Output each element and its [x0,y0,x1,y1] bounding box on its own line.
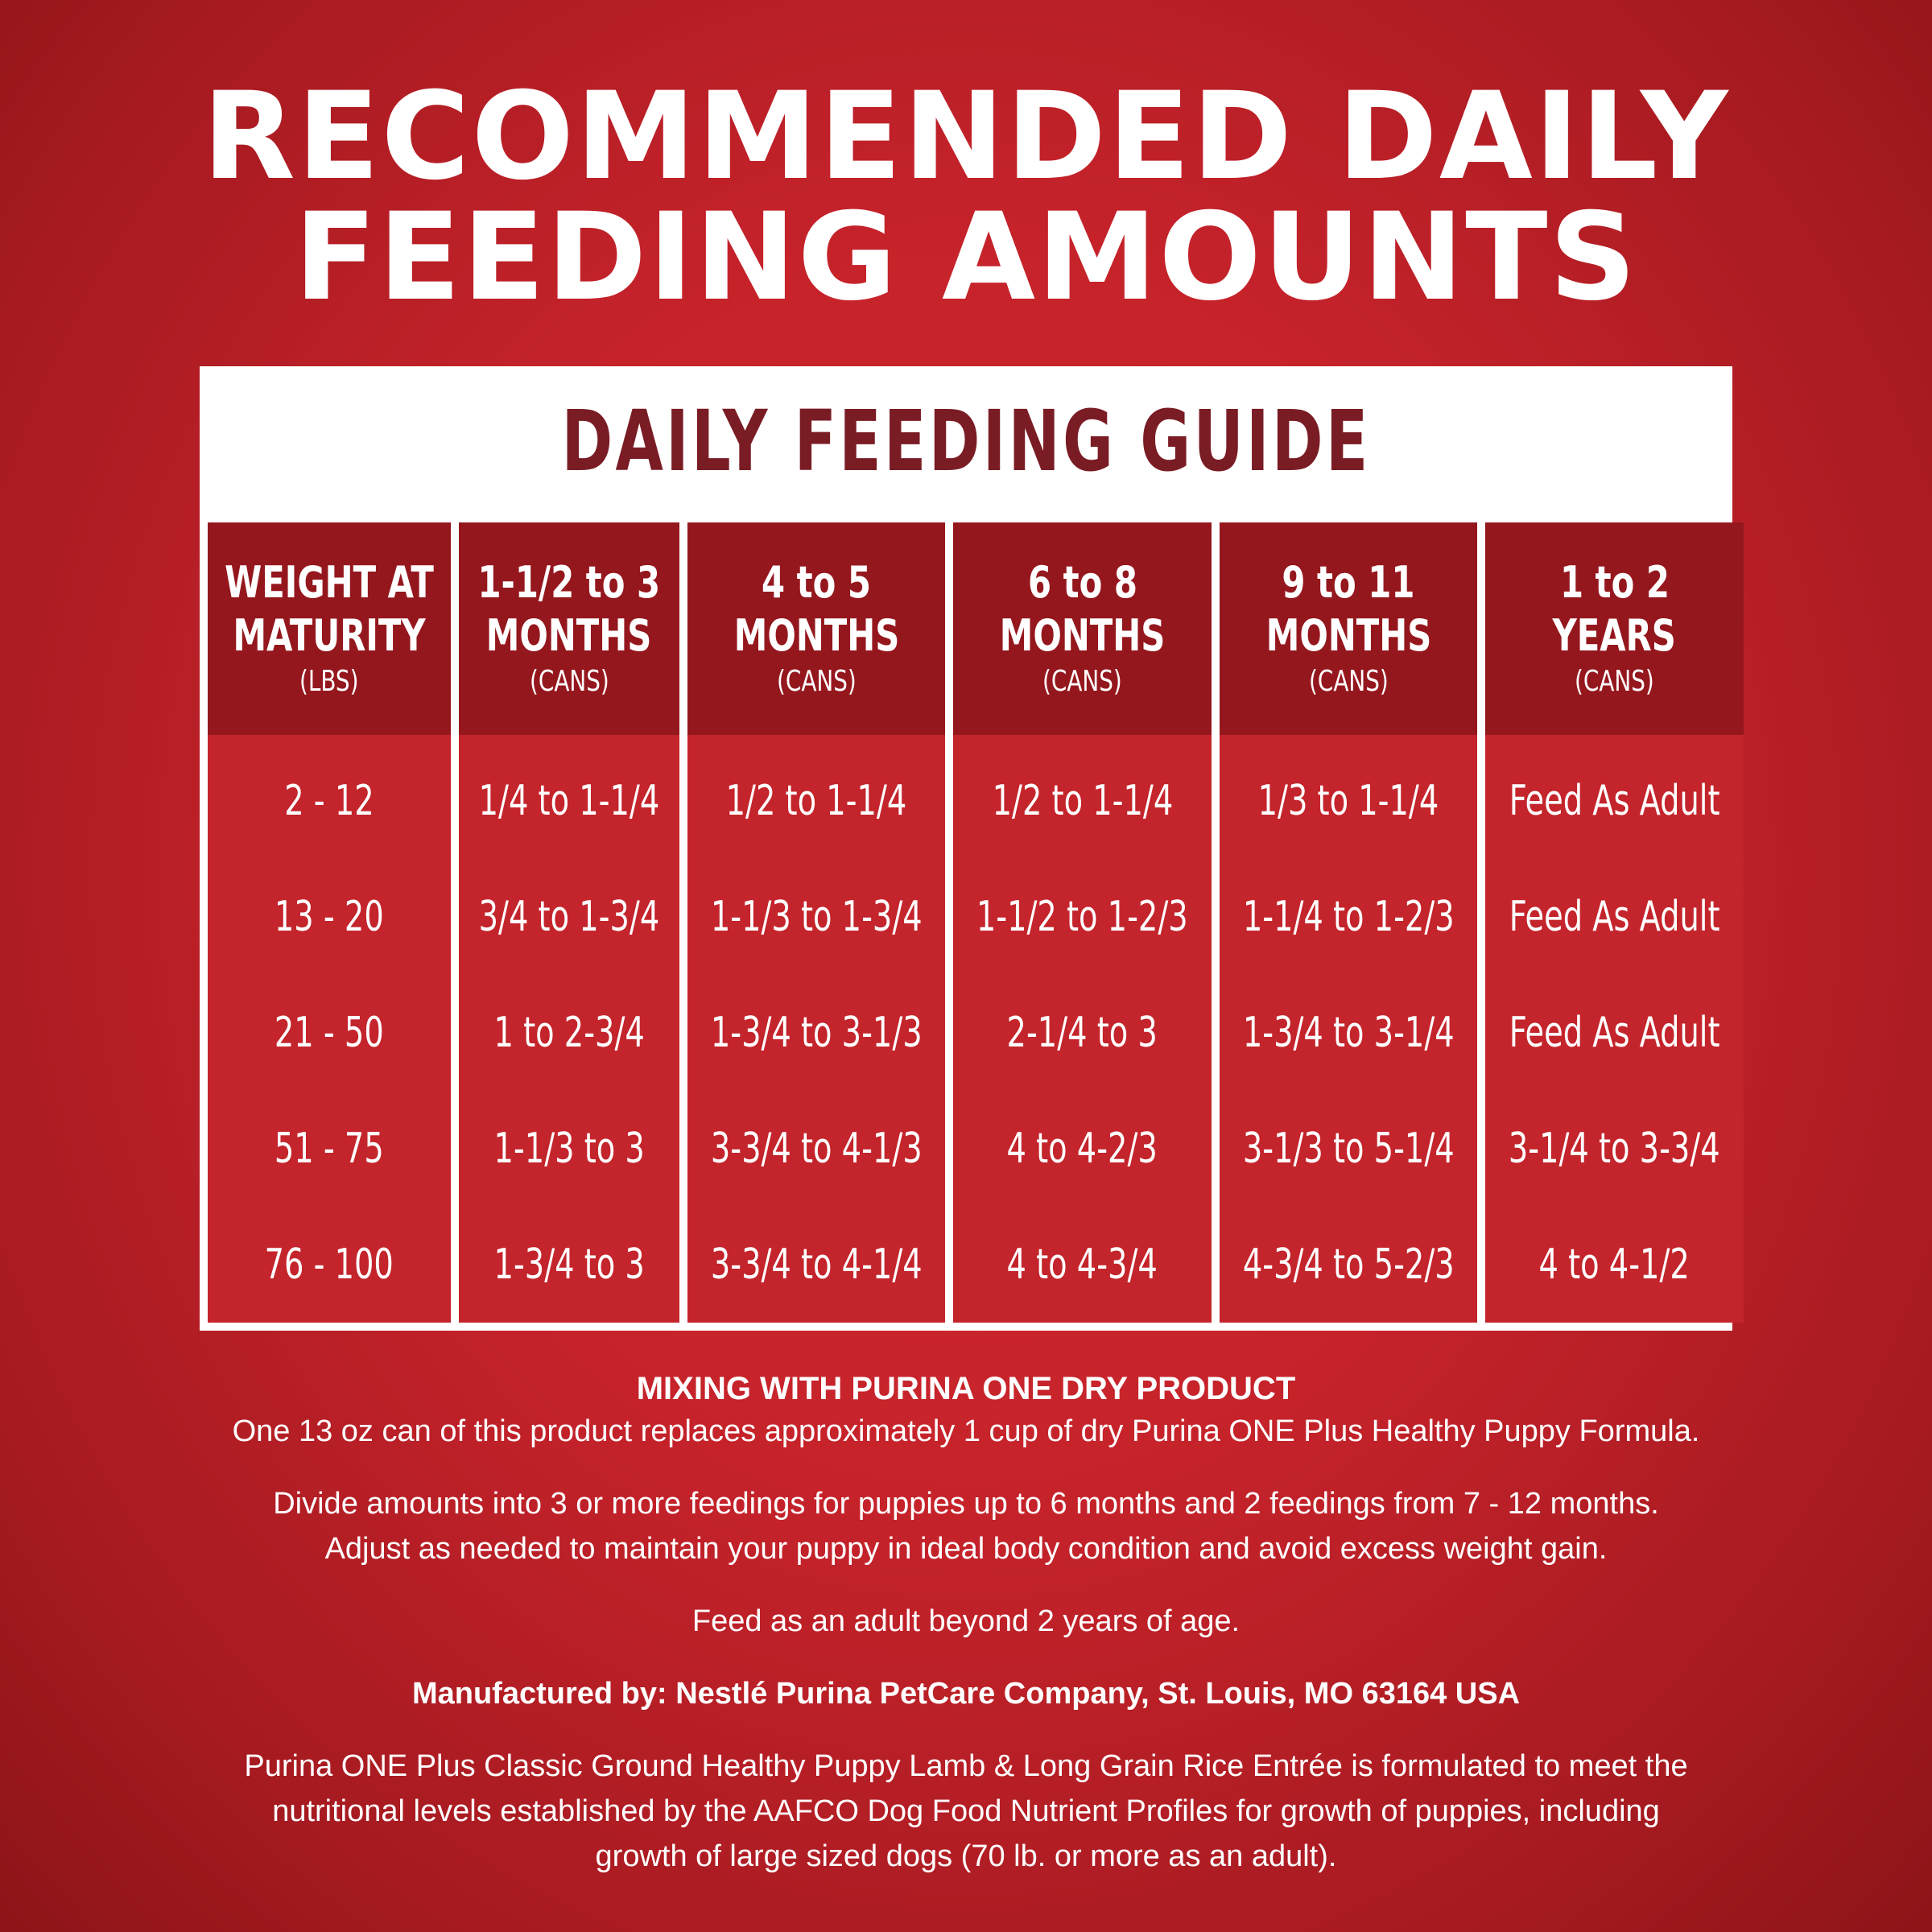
table-cell-value: 51 - 75 [275,1125,384,1173]
table-cell-value: 1-1/3 to 1-3/4 [710,893,923,941]
table-cell [1220,1207,1478,1323]
table-cell [1485,1091,1744,1207]
table-cell-value: 1/2 to 1-1/4 [992,777,1173,825]
divide-line-2: Adjust as needed to maintain your puppy in ideal body condition and avoid excess weight gain. [324,1532,1608,1566]
guide-column [687,522,946,1323]
table-cell [687,859,946,975]
column-header-line-1: 1-1/2 to 3 [477,557,661,608]
column-header-line-2: MONTHS [486,610,652,661]
guide-column [1485,522,1744,1323]
table-cell-value: 2 - 12 [284,777,374,825]
table-cell [1220,859,1478,975]
table-cell-value: 2-1/4 to 3 [1007,1009,1158,1057]
column-header-line-1: 4 to 5 [762,557,872,608]
table-cell-value: 3-1/4 to 3-3/4 [1509,1125,1721,1173]
table-cell-value: Feed As Adult [1509,777,1720,825]
table-cell [1220,743,1478,859]
column-header [687,522,946,735]
column-header-line-2: MATURITY [233,610,426,661]
mixing-text: One 13 oz can of this product replaces approximately 1 cup of dry Purina ONE Plus Healthy Puppy Formula. [232,1414,1700,1448]
table-cell-value: 1-3/4 to 3-1/3 [710,1009,923,1057]
headline-line-2: FEEDING AMOUNTS [294,188,1638,328]
column-header-line-1: 1 to 2 [1559,557,1670,608]
table-cell-value: 1-3/4 to 3 [493,1241,645,1289]
mixing-heading: MIXING WITH PURINA ONE DRY PRODUCT [636,1371,1296,1406]
column-header-unit: (CANS) [776,665,857,698]
table-cell [1485,1207,1744,1323]
table-cell-value: 21 - 50 [275,1009,384,1057]
column-body [1220,735,1478,1323]
headline [0,67,1932,328]
table-cell-value: 1 to 2-3/4 [493,1009,645,1057]
table-cell [1485,743,1744,859]
column-header-line-2: YEARS [1552,610,1677,661]
column-body [459,735,679,1323]
table-cell-value: 4 to 4-2/3 [1007,1125,1158,1173]
table-cell-value: 1/4 to 1-1/4 [478,777,660,825]
column-header-unit: (CANS) [1308,665,1389,698]
table-cell-value: 1-1/3 to 3 [493,1125,645,1173]
table-cell-value: 1/2 to 1-1/4 [725,777,907,825]
table-cell [687,975,946,1091]
column-header-unit: (CANS) [1575,665,1655,698]
guide-columns [208,522,1724,1323]
table-cell-value: 1/3 to 1-1/4 [1257,777,1439,825]
table-cell-value: Feed As Adult [1509,893,1720,941]
table-cell-value: 4 to 4-1/2 [1539,1241,1690,1289]
table-cell [459,975,679,1091]
column-header [208,522,451,735]
table-cell [953,975,1212,1091]
table-cell [459,1207,679,1323]
aafco-line-2: nutritional levels established by the AAFCO Dog Food Nutrient Profiles for growth of puppies, including [272,1794,1660,1828]
column-header-unit: (CANS) [1042,665,1123,698]
table-cell [208,1091,451,1207]
column-body [1485,735,1744,1323]
table-cell [459,859,679,975]
table-cell [459,1091,679,1207]
table-cell [1220,1091,1478,1207]
table-cell [953,1207,1212,1323]
table-cell [687,1091,946,1207]
column-header-line-1: WEIGHT AT [225,557,434,608]
table-cell [1485,859,1744,975]
table-cell [687,743,946,859]
column-header-line-2: MONTHS [999,610,1166,661]
table-cell-value: 1-1/4 to 1-2/3 [1242,893,1455,941]
adult-note: Feed as an adult beyond 2 years of age. [691,1604,1241,1638]
table-cell [208,975,451,1091]
table-cell-value: 3/4 to 1-3/4 [478,893,660,941]
table-cell-value: Feed As Adult [1509,1009,1720,1057]
table-cell [459,743,679,859]
table-cell [953,743,1212,859]
guide-column [953,522,1212,1323]
table-cell [208,743,451,859]
table-cell [687,1207,946,1323]
column-body [208,735,451,1323]
aafco-line-1: Purina ONE Plus Classic Ground Healthy Puppy Lamb & Long Grain Rice Entrée is formulated to meet the [244,1749,1688,1783]
guide-column [459,522,679,1323]
column-header-unit: (CANS) [529,665,609,698]
headline-line-1: RECOMMENDED DAILY [202,67,1730,207]
table-cell-value: 3-3/4 to 4-1/4 [710,1241,923,1289]
table-cell [953,1091,1212,1207]
feeding-guide-table [200,366,1732,1331]
table-cell [1485,975,1744,1091]
aafco-line-3: growth of large sized dogs (70 lb. or more as an adult). [595,1839,1337,1873]
column-header [1220,522,1478,735]
table-cell-value: 3-3/4 to 4-1/3 [710,1125,923,1173]
table-cell [208,1207,451,1323]
feeding-notes [0,1368,1932,1879]
column-header-line-1: 6 to 8 [1027,557,1137,608]
manufacturer-note: Manufactured by: Nestlé Purina PetCare Company, St. Louis, MO 63164 USA [411,1677,1521,1711]
column-header [953,522,1212,735]
table-cell [1220,975,1478,1091]
guide-column [1220,522,1478,1323]
table-cell-value: 76 - 100 [264,1241,394,1289]
guide-column [208,522,451,1323]
column-header-unit: (LBS) [299,665,359,698]
table-cell-value: 4 to 4-3/4 [1007,1241,1158,1289]
column-body [953,735,1212,1323]
table-cell-value: 1-3/4 to 3-1/4 [1242,1009,1455,1057]
divide-line-1: Divide amounts into 3 or more feedings for puppies up to 6 months and 2 feedings from 7 - 12 months. [273,1487,1659,1521]
column-header-line-2: MONTHS [733,610,899,661]
column-header [1485,522,1744,735]
column-header-line-1: 9 to 11 [1282,557,1415,608]
column-header [459,522,679,735]
table-cell-value: 3-1/3 to 5-1/4 [1242,1125,1455,1173]
table-cell-value: 13 - 20 [275,893,384,941]
table-cell-value: 1-1/2 to 1-2/3 [976,893,1189,941]
guide-title: DAILY FEEDING GUIDE [561,392,1371,490]
table-cell [953,859,1212,975]
table-cell-value: 4-3/4 to 5-2/3 [1242,1241,1455,1289]
column-header-line-2: MONTHS [1265,610,1431,661]
column-body [687,735,946,1323]
table-cell [208,859,451,975]
